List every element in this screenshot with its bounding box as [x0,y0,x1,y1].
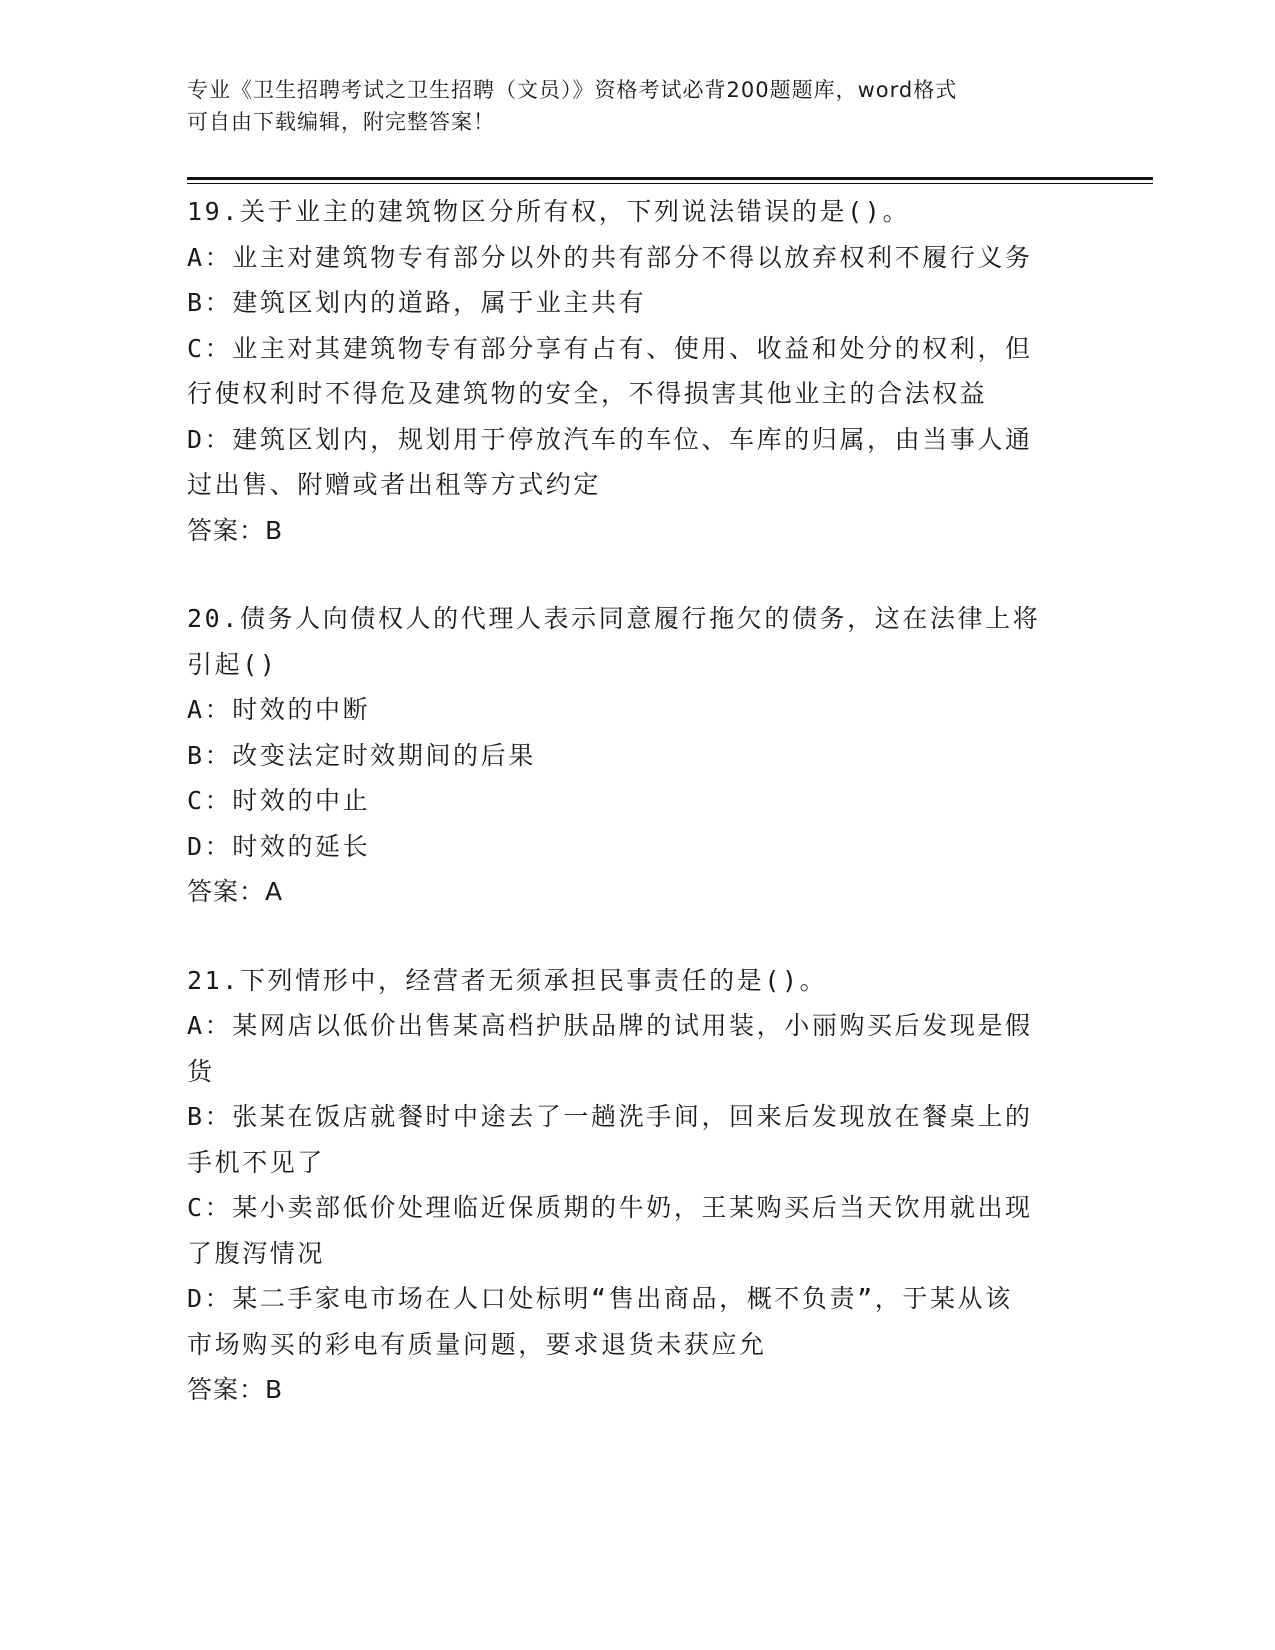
question-21 [187,958,1087,1413]
option-b: B：改变法定时效期间的后果 [187,740,536,770]
option-a: A：某网店以低价出售某高档护肤品牌的试用装，小丽购买后发现是假 [187,1011,1033,1040]
header-line-1: 专业《卫生招聘考试之卫生招聘（文员）》资格考试必背200题题库，word格式 [187,78,958,102]
option-b: B：张某在饭店就餐时中途去了一趟洗手间，回来后发现放在餐桌上的 [187,1102,1033,1131]
option-b-continued: 手机不见了 [187,1147,326,1177]
option-c-continued: 了腹泻情况 [187,1238,326,1268]
option-c-continued: 行使权利时不得危及建筑物的安全，不得损害其他业主的合法权益 [187,379,988,408]
option-a-continued: 货 [187,1056,215,1086]
option-c: C：某小卖部低价处理临近保质期的牛奶，王某购买后当天饮用就出现 [187,1193,1033,1222]
question-spacer [187,915,1087,958]
question-list [187,189,1087,1413]
answer-label: 答案：A [187,877,284,906]
option-b: B：建筑区划内的道路，属于业主共有 [187,288,647,317]
document-header [187,74,1077,138]
option-c: C：业主对其建筑物专有部分享有占有、使用、收益和处分的权利，但 [187,333,1033,363]
header-line-2: 可自由下载编辑，附完整答案！ [187,110,495,134]
header-divider-thick [187,177,1153,180]
question-20 [187,596,1087,915]
question-spacer [187,553,1087,596]
option-a: A：业主对建筑物专有部分以外的共有部分不得以放弃权利不履行义务 [187,242,1033,272]
question-stem: 19.关于业主的建筑物区分所有权，下列说法错误的是()。 [187,197,911,226]
question-stem: 20.债务人向债权人的代理人表示同意履行拖欠的债务，这在法律上将 [187,604,1041,633]
option-c: C：时效的中止 [187,786,371,815]
question-stem: 21.下列情形中，经营者无须承担民事责任的是()。 [187,965,828,995]
answer-label: 答案：B [187,515,284,545]
header-divider-thin [187,183,1153,184]
option-d-continued: 过出售、附赠或者出租等方式约定 [187,470,602,499]
answer-label: 答案：B [187,1375,284,1404]
option-d: D：建筑区划内，规划用于停放汽车的车位、车库的归属，由当事人通 [187,424,1033,454]
option-d: D：时效的延长 [187,831,371,861]
option-d-continued: 市场购买的彩电有质量问题，要求退货未获应允 [187,1329,767,1359]
option-a: A：时效的中断 [187,695,371,724]
option-d: D：某二手家电市场在人口处标明“售出商品，概不负责”，于某从该 [187,1284,1013,1313]
question-19 [187,189,1087,553]
question-stem-continued: 引起() [187,649,278,679]
